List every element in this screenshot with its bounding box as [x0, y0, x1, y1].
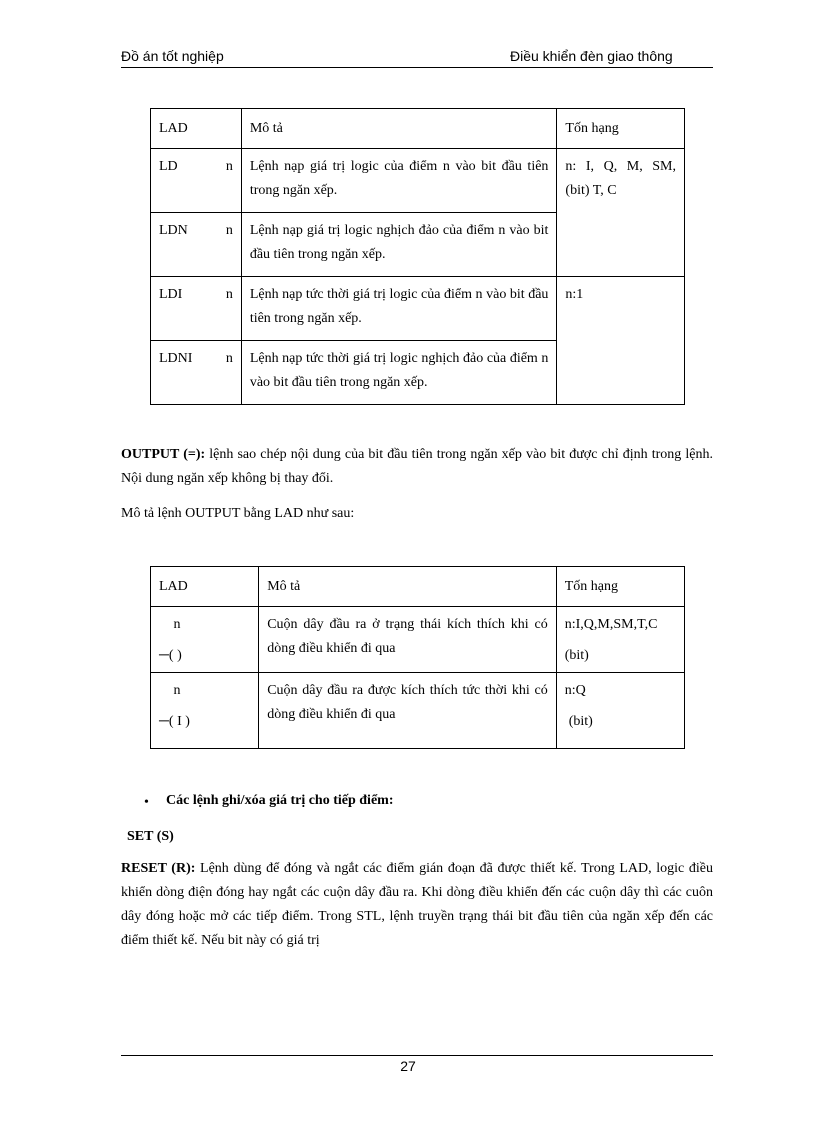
col-header-operand: Tốn hạng — [556, 567, 684, 607]
operand-cell — [556, 673, 684, 749]
col-header-operand: Tốn hạng — [557, 109, 685, 149]
lad-operand: n — [173, 683, 181, 698]
lad-operand: n — [225, 351, 233, 366]
table-header-row — [151, 109, 685, 149]
table-row — [151, 277, 685, 341]
footer-divider — [121, 1055, 713, 1056]
lad-command: LDN — [159, 223, 188, 238]
lad-command: LD — [159, 159, 178, 174]
bullet-dot: • — [144, 795, 149, 810]
lad-cell — [151, 277, 242, 341]
operand-value: n:Q — [564, 683, 586, 698]
coil-symbol: ─( ) — [159, 648, 182, 663]
page-number: 27 — [400, 1058, 416, 1074]
table-row — [151, 673, 685, 749]
reset-paragraph — [121, 857, 713, 953]
operand-cell: n:1 — [557, 277, 685, 405]
lad-command: LDNI — [159, 351, 193, 366]
desc-cell: Lệnh nạp giá trị logic của điểm n vào bit đầu tiên trong ngăn xếp. — [241, 149, 557, 213]
header-divider — [121, 67, 713, 68]
reset-term: RESET (R): — [121, 861, 196, 876]
operand-value: n:I,Q,M,SM,T,C — [564, 617, 658, 632]
output-term: OUTPUT (=): — [121, 447, 206, 462]
output-paragraph — [121, 443, 713, 491]
col-header-desc: Mô tả — [241, 109, 557, 149]
lad-command: LDI — [159, 287, 183, 302]
header-right: Điều khiển đèn giao thông — [510, 48, 673, 64]
desc-cell: Lệnh nạp tức thời giá trị logic nghịch đảo của điểm n vào bit đầu tiên trong ngăn xếp. — [241, 341, 557, 405]
load-instructions-table — [150, 108, 685, 405]
lad-intro-text: Mô tả lệnh OUTPUT bằng LAD như sau: — [121, 506, 355, 521]
lad-cell — [151, 213, 242, 277]
coil-symbol: ─( I ) — [159, 714, 190, 729]
col-header-lad: LAD — [151, 567, 259, 607]
operand-cell: n: I, Q, M, SM, (bit) T, C — [557, 149, 685, 277]
set-heading: SET (S) — [127, 829, 174, 844]
operand-type: (bit) — [568, 714, 593, 729]
table-row — [151, 607, 685, 673]
operand-cell — [556, 607, 684, 673]
output-text: lệnh sao chép nội dung của bit đầu tiên trong ngăn xếp vào bit được chỉ định trong lệnh. Nội dung ngăn xếp không bị thay đổi. — [121, 447, 713, 486]
table-header-row — [151, 567, 685, 607]
lad-cell — [151, 673, 259, 749]
lad-cell — [151, 607, 259, 673]
desc-cell: Lệnh nạp giá trị logic nghịch đảo của điểm n vào bit đầu tiên trong ngăn xếp. — [241, 213, 557, 277]
lad-operand: n — [225, 159, 233, 174]
lad-cell — [151, 149, 242, 213]
section-bullet-heading: Các lệnh ghi/xóa giá trị cho tiếp điểm: — [166, 793, 394, 808]
lad-operand: n — [173, 617, 181, 632]
col-header-lad: LAD — [151, 109, 242, 149]
desc-cell: Lệnh nạp tức thời giá trị logic của điểm n vào bit đầu tiên trong ngăn xếp. — [241, 277, 557, 341]
header-left: Đồ án tốt nghiệp — [121, 48, 224, 64]
lad-operand: n — [225, 223, 233, 238]
desc-cell: Cuộn dây đầu ra được kích thích tức thời khi có dòng điều khiển đi qua — [259, 673, 557, 749]
output-instructions-table — [150, 566, 685, 749]
reset-text: Lệnh dùng để đóng và ngắt các điểm gián đoạn đã được thiết kế. Trong LAD, logic điều khiển dòng điện đóng hay ngắt các cuộn dây đầu ra. Khi dòng điều khiển đến các cuộn dây thì các cuôn dây đóng hoặc mở các tiếp điểm. Trong STL, lệnh truyền trạng thái bit đầu tiên của ngăn xếp đến các điểm thiết kế. Nếu bit này có giá trị — [121, 861, 713, 948]
table-row — [151, 149, 685, 213]
desc-cell: Cuộn dây đầu ra ở trạng thái kích thích khi có dòng điều khiển đi qua — [259, 607, 557, 673]
lad-operand: n — [225, 287, 233, 302]
lad-cell — [151, 341, 242, 405]
col-header-desc: Mô tả — [259, 567, 557, 607]
operand-type: (bit) — [564, 648, 589, 663]
